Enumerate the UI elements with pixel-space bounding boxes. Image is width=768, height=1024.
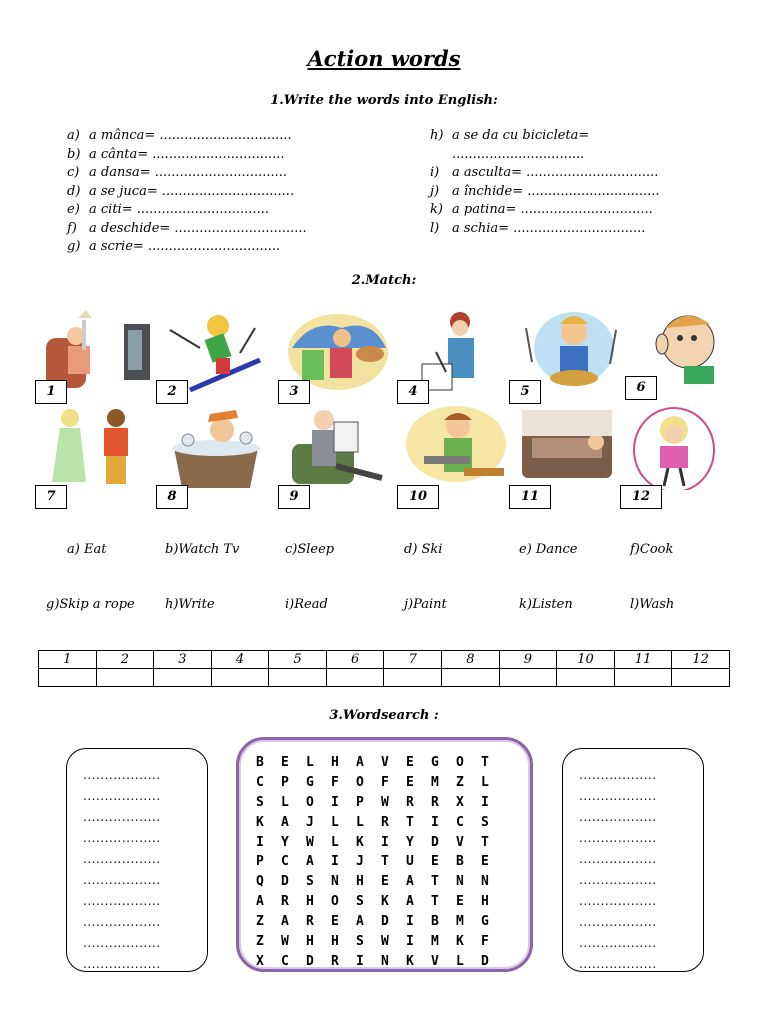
wordsearch-letter[interactable]: L	[356, 814, 364, 830]
item-letter: k)	[430, 202, 443, 217]
answer-table-blank-row	[39, 669, 730, 687]
picture-number-5: 5	[509, 380, 541, 404]
item-text: a mânca= ................................	[89, 128, 292, 143]
answer-line[interactable]: ..................	[83, 810, 161, 824]
item-text: a dansa= ................................	[89, 165, 288, 180]
answer-line[interactable]: ..................	[579, 915, 657, 929]
wordsearch-letter[interactable]: K	[406, 953, 414, 969]
item-text: a cânta= ................................	[89, 146, 285, 162]
item-text: a închide= ................................	[452, 183, 660, 199]
wordsearch-letter[interactable]: L	[481, 774, 489, 790]
wordsearch-letter[interactable]: T	[381, 854, 389, 870]
wordsearch-letter[interactable]: H	[306, 934, 314, 950]
wordsearch-letter[interactable]: R	[406, 794, 414, 810]
option-b: b)Watch Tv	[165, 542, 240, 557]
wordsearch-letter[interactable]: T	[406, 814, 414, 830]
answer-table-header	[39, 651, 730, 669]
answer-table-number: 5	[269, 651, 327, 669]
wordsearch-letter[interactable]: H	[331, 755, 339, 770]
wordsearch-letter[interactable]: A	[306, 854, 314, 870]
picture-number-12: 12	[620, 485, 662, 509]
answer-cell[interactable]	[211, 669, 269, 687]
wordsearch-letter[interactable]: I	[406, 934, 414, 950]
wordsearch-letter[interactable]: E	[481, 854, 489, 870]
wordsearch-letter[interactable]: W	[281, 934, 289, 950]
option-c: c)Sleep	[285, 542, 335, 557]
wordsearch-letter[interactable]: B	[256, 755, 264, 770]
answer-table-number: 12	[672, 651, 730, 669]
answer-line[interactable]: ..................	[579, 894, 657, 908]
wordsearch-letter[interactable]: M	[431, 934, 439, 950]
answer-cell[interactable]	[154, 669, 212, 687]
wordsearch-letter[interactable]: S	[256, 794, 264, 810]
wordsearch-letter[interactable]: L	[331, 814, 339, 830]
wordsearch-letter[interactable]: D	[281, 874, 289, 890]
wordsearch-letter[interactable]: H	[481, 894, 489, 910]
answer-cell[interactable]	[39, 669, 97, 687]
wordsearch-letter[interactable]: S	[356, 894, 364, 910]
wordsearch-letter[interactable]: W	[381, 794, 389, 810]
picture-number-7: 7	[35, 485, 67, 509]
wordsearch-letter[interactable]: A	[356, 914, 364, 930]
wordsearch-letter[interactable]: B	[456, 854, 464, 870]
wordsearch-letter[interactable]: N	[331, 874, 339, 890]
wordsearch-letter[interactable]: E	[331, 914, 339, 930]
picture-number-9: 9	[278, 485, 310, 509]
wordsearch-letter[interactable]: O	[331, 894, 339, 910]
wordsearch-letter[interactable]: I	[481, 794, 489, 810]
wordsearch-letter[interactable]: A	[281, 814, 289, 830]
option-a: a) Eat	[67, 542, 107, 557]
wordsearch-letter[interactable]: L	[331, 834, 339, 850]
answer-line[interactable]: ..................	[579, 831, 657, 845]
answer-box-right	[562, 748, 704, 972]
item-letter: a)	[67, 128, 80, 143]
picture-number-4: 4	[397, 380, 429, 404]
translate-item	[430, 201, 660, 220]
picture-skip-rope	[628, 404, 740, 490]
wordsearch-letter[interactable]: Y	[406, 834, 414, 850]
answer-table-number: 7	[384, 651, 442, 669]
wordsearch-letter[interactable]: E	[456, 894, 464, 910]
wordsearch-letter[interactable]: K	[356, 834, 364, 850]
wordsearch-letter[interactable]: A	[406, 874, 414, 890]
answer-line[interactable]: ..................	[83, 915, 161, 929]
translate-item	[67, 201, 307, 220]
translate-item	[67, 127, 307, 146]
item-text: a scrie= ................................	[89, 239, 281, 254]
wordsearch-letter[interactable]: E	[281, 755, 289, 770]
answer-cell[interactable]	[614, 669, 672, 687]
answer-cell[interactable]	[96, 669, 154, 687]
wordsearch-letter[interactable]: D	[431, 834, 439, 850]
wordsearch-letter[interactable]: R	[381, 814, 389, 830]
option-g: g)Skip a rope	[46, 597, 135, 612]
translate-item	[67, 164, 307, 183]
wordsearch-letter[interactable]: R	[331, 953, 339, 969]
answer-cell[interactable]	[442, 669, 500, 687]
wordsearch-letter[interactable]: E	[406, 774, 414, 790]
wordsearch-letter[interactable]: D	[306, 953, 314, 969]
wordsearch-letter[interactable]: S	[306, 874, 314, 890]
item-letter: g)	[67, 239, 81, 254]
answer-table-number: 10	[557, 651, 615, 669]
answer-cell[interactable]	[384, 669, 442, 687]
wordsearch-letter[interactable]: T	[481, 834, 489, 850]
option-i: i)Read	[285, 597, 328, 612]
translate-item	[67, 220, 307, 239]
item-text: a se da cu bicicleta=	[452, 128, 590, 143]
answer-line[interactable]: ..................	[83, 936, 161, 950]
item-letter: e)	[67, 202, 80, 217]
wordsearch-letter[interactable]: Z	[456, 774, 464, 790]
wordsearch-letter[interactable]: G	[306, 774, 314, 790]
wordsearch-letter[interactable]: I	[406, 914, 414, 930]
wordsearch-letter[interactable]: O	[356, 774, 364, 790]
wordsearch-letter[interactable]: T	[481, 755, 489, 770]
wordsearch-letter[interactable]: T	[431, 874, 439, 890]
wordsearch-letter[interactable]: X	[256, 953, 264, 969]
answer-line[interactable]: ..................	[579, 810, 657, 824]
answer-table-number: 1	[39, 651, 97, 669]
wordsearch-letter[interactable]: B	[431, 914, 439, 930]
page-title: Action words	[307, 46, 461, 71]
item-letter: j)	[430, 183, 440, 199]
picture-dance	[38, 404, 150, 490]
wordsearch-letter[interactable]: O	[306, 794, 314, 810]
item-continuation: ................................	[452, 146, 585, 162]
option-j: j)Paint	[404, 597, 447, 612]
wordsearch-letter[interactable]: S	[481, 814, 489, 830]
wordsearch-letter[interactable]: M	[431, 774, 439, 790]
answer-table-number: 2	[96, 651, 154, 669]
wordsearch-letter[interactable]: K	[456, 934, 464, 950]
answer-cell[interactable]	[557, 669, 615, 687]
translate-item	[430, 164, 660, 183]
item-text: a se juca= ................................	[89, 183, 295, 199]
answer-line[interactable]: ..................	[579, 873, 657, 887]
wordsearch-letter[interactable]: X	[456, 794, 464, 810]
wordsearch-letter[interactable]: H	[356, 874, 364, 890]
item-letter: h)	[430, 128, 444, 143]
picture-read	[282, 404, 394, 490]
wordsearch-letter[interactable]: W	[381, 934, 389, 950]
option-l: l)Wash	[630, 597, 675, 612]
wordsearch-letter[interactable]: C	[256, 774, 264, 790]
translate-item	[430, 220, 660, 239]
wordsearch-letter[interactable]: I	[256, 834, 264, 850]
wordsearch-letter[interactable]: L	[281, 794, 289, 810]
answer-line[interactable]: ..................	[579, 852, 657, 866]
answer-line[interactable]: ..................	[579, 768, 657, 782]
item-letter: f)	[67, 220, 77, 236]
wordsearch-letter[interactable]: I	[331, 854, 339, 870]
picture-wash	[160, 404, 272, 490]
wordsearch-letter[interactable]: N	[381, 953, 389, 969]
wordsearch-letter[interactable]: M	[456, 914, 464, 930]
wordsearch-letter[interactable]: E	[431, 854, 439, 870]
item-text: a patina= ................................	[452, 202, 653, 217]
answer-cell[interactable]	[672, 669, 730, 687]
answer-line[interactable]: ..................	[83, 768, 161, 782]
wordsearch-letter[interactable]: W	[306, 834, 314, 850]
item-letter: c)	[67, 165, 80, 180]
item-letter: l)	[430, 220, 440, 236]
answer-line[interactable]: ..................	[579, 936, 657, 950]
wordsearch-letter[interactable]: D	[481, 953, 489, 969]
item-text: a citi= ................................	[89, 202, 269, 217]
option-k: k)Listen	[519, 597, 573, 612]
wordsearch-letter[interactable]: L	[306, 755, 314, 770]
wordsearch-letter[interactable]: V	[381, 755, 389, 770]
wordsearch-letter[interactable]: C	[281, 953, 289, 969]
answer-line[interactable]: ..................	[83, 873, 161, 887]
wordsearch-letter[interactable]: A	[281, 914, 289, 930]
wordsearch-letter[interactable]: A	[256, 894, 264, 910]
wordsearch-letter[interactable]: R	[281, 894, 289, 910]
picture-sleep	[512, 404, 624, 490]
wordsearch-letter[interactable]: P	[356, 794, 364, 810]
option-h: h)Write	[165, 597, 215, 612]
wordsearch-letter[interactable]: I	[431, 814, 439, 830]
translate-item	[67, 183, 307, 202]
wordsearch-letter[interactable]: N	[456, 874, 464, 890]
item-text: a schia= ................................	[452, 220, 646, 236]
wordsearch-letter[interactable]: Y	[281, 834, 289, 850]
wordsearch-letter[interactable]: R	[431, 794, 439, 810]
wordsearch-letter[interactable]: F	[381, 774, 389, 790]
wordsearch-letter[interactable]: I	[381, 834, 389, 850]
answer-table-number: 11	[614, 651, 672, 669]
translate-item	[67, 238, 307, 257]
wordsearch-letter[interactable]: A	[406, 894, 414, 910]
wordsearch-letter[interactable]: P	[281, 774, 289, 790]
wordsearch-letter[interactable]: Z	[256, 934, 264, 950]
wordsearch-letter[interactable]: F	[481, 934, 489, 950]
answer-line[interactable]: ..................	[83, 831, 161, 845]
answer-cell[interactable]	[269, 669, 327, 687]
wordsearch-letter[interactable]: E	[381, 874, 389, 890]
wordsearch-letter[interactable]: S	[356, 934, 364, 950]
wordsearch-letter[interactable]: J	[306, 814, 314, 830]
wordsearch-letter[interactable]: D	[381, 914, 389, 930]
picture-cook	[400, 404, 512, 490]
answer-table-number: 3	[154, 651, 212, 669]
item-text: a asculta= ................................	[452, 165, 659, 180]
picture-number-6: 6	[625, 376, 657, 400]
answer-line[interactable]: ..................	[83, 852, 161, 866]
exercise-1-heading: 1.Write the words into English:	[270, 93, 498, 108]
answer-table	[38, 650, 730, 687]
answer-table-number: 8	[442, 651, 500, 669]
answer-box-left	[66, 748, 208, 972]
answer-table-number: 9	[499, 651, 557, 669]
wordsearch-letter[interactable]: Q	[256, 874, 264, 890]
wordsearch-letter[interactable]: I	[356, 953, 364, 969]
wordsearch-letter[interactable]: C	[281, 854, 289, 870]
exercise-1-left-column	[67, 127, 307, 257]
item-letter: b)	[67, 146, 81, 162]
picture-number-1: 1	[35, 380, 67, 404]
wordsearch-grid	[256, 755, 506, 974]
wordsearch-letter[interactable]: I	[331, 794, 339, 810]
item-letter: i)	[430, 165, 440, 180]
option-f: f)Cook	[630, 542, 674, 557]
wordsearch-letter[interactable]: E	[406, 755, 414, 770]
translate-item	[430, 183, 660, 202]
answer-line[interactable]: ..................	[83, 957, 161, 971]
picture-number-10: 10	[397, 485, 439, 509]
wordsearch-letter[interactable]: H	[331, 934, 339, 950]
wordsearch-letter[interactable]: G	[431, 755, 439, 770]
wordsearch-letter[interactable]: G	[481, 914, 489, 930]
wordsearch-letter[interactable]: K	[256, 814, 264, 830]
wordsearch-letter[interactable]: C	[456, 814, 464, 830]
exercise-1-right-column	[430, 127, 660, 238]
exercise-3-heading: 3.Wordsearch :	[329, 708, 439, 723]
answer-table-number: 4	[211, 651, 269, 669]
answer-cell[interactable]	[326, 669, 384, 687]
wordsearch-letter[interactable]: P	[256, 854, 264, 870]
item-letter: d)	[67, 183, 81, 199]
wordsearch-letter[interactable]: A	[356, 755, 364, 770]
wordsearch-letter[interactable]: H	[306, 894, 314, 910]
wordsearch-letter[interactable]: Z	[256, 914, 264, 930]
wordsearch-letter[interactable]: V	[456, 834, 464, 850]
picture-number-8: 8	[156, 485, 188, 509]
exercise-2-heading: 2.Match:	[351, 273, 417, 288]
picture-number-11: 11	[509, 485, 551, 509]
wordsearch-letter[interactable]: F	[331, 774, 339, 790]
option-e: e) Dance	[519, 542, 578, 557]
translate-item	[430, 127, 660, 146]
wordsearch-letter[interactable]: T	[431, 894, 439, 910]
answer-line[interactable]: ..................	[83, 894, 161, 908]
answer-line[interactable]: ..................	[83, 789, 161, 803]
picture-number-2: 2	[156, 380, 188, 404]
answer-line[interactable]: ..................	[579, 789, 657, 803]
wordsearch-letter[interactable]: V	[431, 953, 439, 969]
wordsearch-letter[interactable]: K	[381, 894, 389, 910]
wordsearch-letter[interactable]: N	[481, 874, 489, 890]
answer-line[interactable]: ..................	[579, 957, 657, 971]
wordsearch-letter[interactable]: O	[456, 755, 464, 770]
item-text: a deschide= ................................	[89, 220, 307, 236]
wordsearch-letter[interactable]: U	[406, 854, 414, 870]
wordsearch-letter[interactable]: J	[356, 854, 364, 870]
picture-number-3: 3	[278, 380, 310, 404]
wordsearch-letter[interactable]: R	[306, 914, 314, 930]
answer-table-number: 6	[326, 651, 384, 669]
answer-cell[interactable]	[499, 669, 557, 687]
option-d: d) Ski	[404, 542, 443, 557]
translate-item	[67, 146, 307, 165]
wordsearch-letter[interactable]: L	[456, 953, 464, 969]
